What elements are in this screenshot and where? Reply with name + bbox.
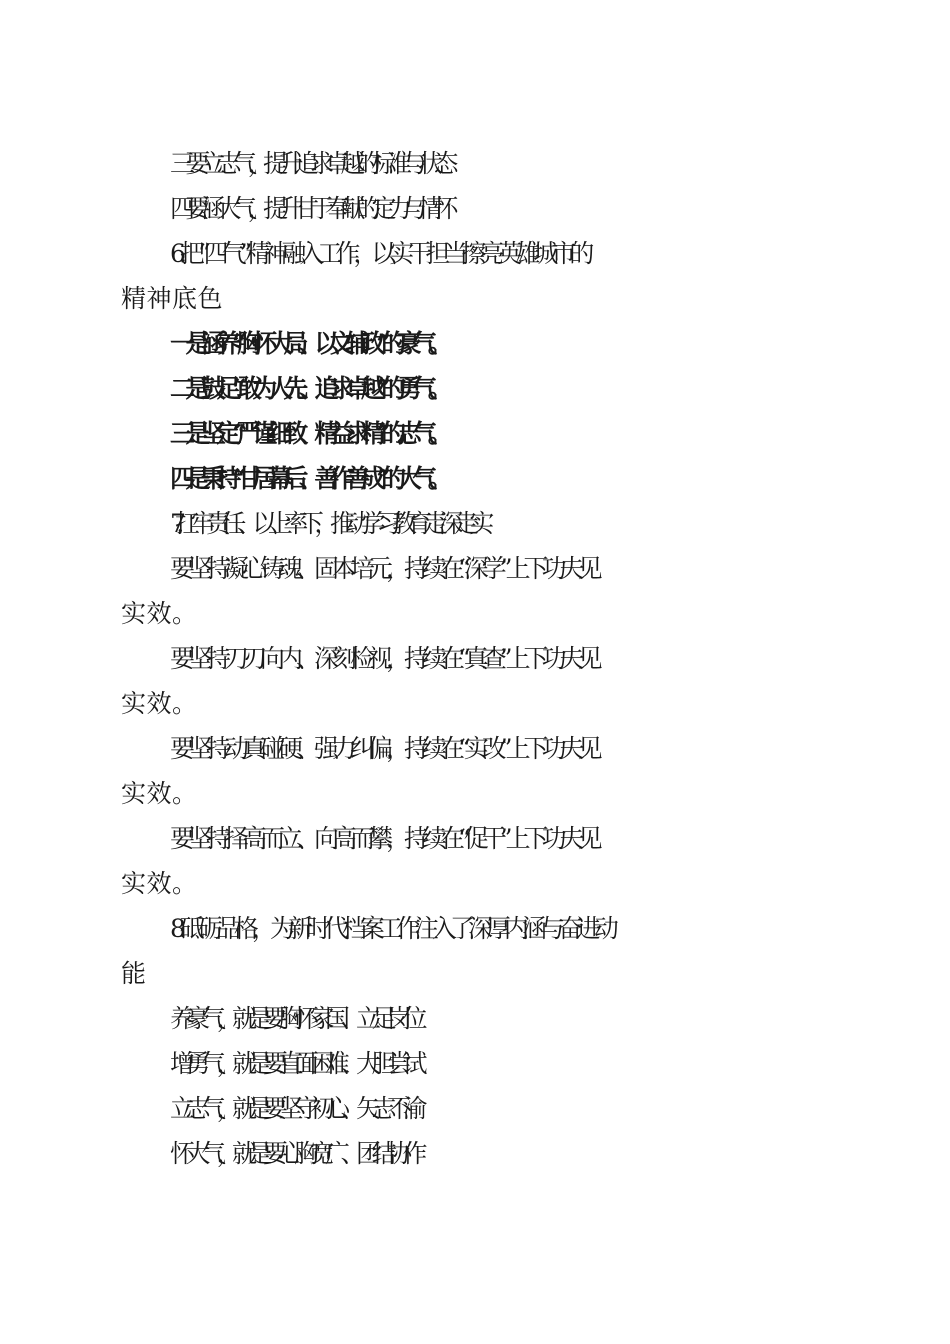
paragraph-line: 四要涵大气，提升甘于奉献的定力与情怀 xyxy=(170,194,450,223)
paragraph-line: 要坚持择高而立、向高而攀，持续在“促干”上下功夫见 xyxy=(170,824,596,853)
bold-point: 一是涵养“胸怀大局、以文辅政”的豪气。 xyxy=(170,329,444,358)
paragraph-line: 要坚持刀刃向内、深刻检视，持续在“真查”上下功夫见 xyxy=(170,644,596,673)
section-heading-6-continued: 精神底色 xyxy=(121,284,224,313)
paragraph-line-continued: 实效。 xyxy=(121,779,198,808)
bold-point: 二是鼓足“敢为人先、追求卓越”的勇气。 xyxy=(170,374,444,403)
paragraph-line: 立志气，就是要坚守初心、矢志不渝 xyxy=(170,1094,419,1123)
paragraph-line: 怀大气，就是要心胸宽广、团结协作 xyxy=(170,1139,419,1168)
paragraph-line-continued: 实效。 xyxy=(121,689,198,718)
section-heading-6: 6.把“四气”精神融入工作，以实干担当擦亮英雄城市的 xyxy=(170,239,588,268)
paragraph-line: 三要立志气，提升追求卓越的标准与状态 xyxy=(170,149,450,178)
paragraph-line: 增勇气，就是要直面困难、大胆尝试 xyxy=(170,1049,419,1078)
paragraph-line: 要坚持动真碰硬、强力纠偏，持续在“实改”上下功夫见 xyxy=(170,734,596,763)
paragraph-line-continued: 实效。 xyxy=(121,599,198,628)
bold-point: 三是坚定“严谨细致、精益求精”的志气。 xyxy=(170,419,444,448)
bold-point: 四是秉持“甘居幕后、善作善成”的大气。 xyxy=(170,464,444,493)
paragraph-line-continued: 实效。 xyxy=(121,869,198,898)
section-heading-8-continued: 能 xyxy=(121,959,147,988)
paragraph-line: 养豪气，就是要胸怀家国、立足岗位 xyxy=(170,1004,419,1033)
section-heading-7: 7.扛牢责任、以上率下，推动学习教育走深走实 xyxy=(170,509,485,538)
paragraph-line: 要坚持凝心铸魂、固本培元，持续在“深学”上下功夫见 xyxy=(170,554,596,583)
section-heading-8: 8.砥砺品格，为新时代档案工作注入了深厚内涵与奋进动 xyxy=(170,914,612,943)
